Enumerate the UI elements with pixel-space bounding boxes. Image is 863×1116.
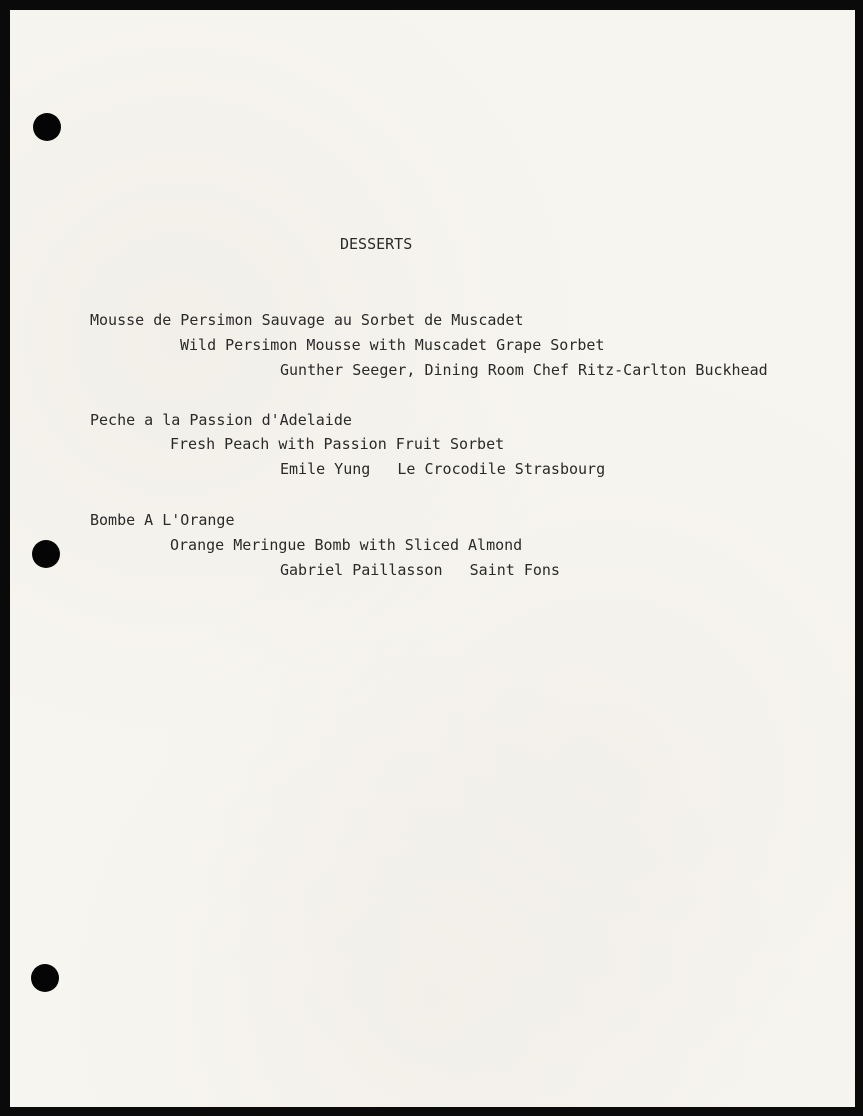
course-3-french-name: Bombe A L'Orange [90, 511, 235, 529]
course-1-chef: Gunther Seeger, Dining Room Chef Ritz-Carlton Buckhead [280, 361, 768, 379]
course-2-english-name: Fresh Peach with Passion Fruit Sorbet [170, 435, 505, 453]
punch-hole-top [33, 113, 61, 141]
course-1-english-name: Wild Persimon Mousse with Muscadet Grape Sorbet [180, 336, 605, 354]
course-3-english-name: Orange Meringue Bomb with Sliced Almond [170, 536, 523, 554]
course-1-french-name: Mousse de Persimon Sauvage au Sorbet de Muscadet [90, 311, 524, 329]
document-page [10, 10, 855, 1107]
page-title: DESSERTS [340, 235, 413, 253]
course-2-french-name: Peche a la Passion d'Adelaide [90, 411, 352, 429]
course-2-chef: Emile Yung Le Crocodile Strasbourg [280, 460, 606, 478]
punch-hole-middle [32, 540, 60, 568]
course-3-chef: Gabriel Paillasson Saint Fons [280, 561, 560, 579]
punch-hole-bottom [31, 964, 59, 992]
